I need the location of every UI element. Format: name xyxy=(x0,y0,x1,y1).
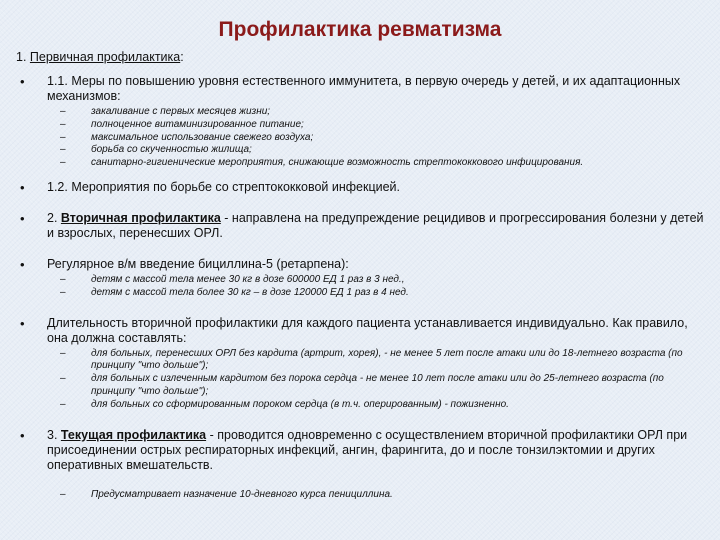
bullet-current xyxy=(16,428,708,502)
bicillin-intro: Регулярное в/м введение бициллина-5 (ретарпена): xyxy=(47,256,349,271)
strep-text: 1.2. Мероприятия по борьбе со стрептококковой инфекцией. xyxy=(47,179,401,194)
duration-list xyxy=(47,348,708,412)
duration-intro: Длительность вторичной профилактики для каждого пациента устанавливается индивидуально. Как правило, она должна составлять: xyxy=(47,315,688,345)
bullet-strep xyxy=(16,180,708,195)
bullet-secondary xyxy=(16,211,708,241)
list-item: – для больных с излеченным кардитом без порока сердца - не менее 10 лет после атаки или до 25-летнего возраста (по принципу "что дольше"); xyxy=(60,373,708,399)
current-text: - проводится одновременно с осуществлением вторичной профилактики ОРЛ при присоединении острых респираторных инфекций, ангин, фарингита, до и после тонзилэктомии и других оперативных вмешательств. xyxy=(47,427,688,472)
list-item: – для больных со сформированным пороком сердца (в т.ч. оперированным) - пожизненно. xyxy=(60,399,708,412)
secondary-number: 2. xyxy=(47,210,61,225)
list-item: – детям с массой тела более 30 кг – в дозе 120000 ЕД 1 раз в 4 нед. xyxy=(60,287,708,300)
bullet-immunity xyxy=(16,74,708,170)
bullet-bicillin xyxy=(16,257,708,300)
list-item: – максимальное использование свежего воздуха; xyxy=(60,132,708,145)
bicillin-list xyxy=(47,274,708,300)
list-item: – закаливание с первых месяцев жизни; xyxy=(60,106,708,119)
bullet-duration xyxy=(16,316,708,412)
page-title: Профилактика ревматизма xyxy=(218,18,502,41)
secondary-label: Вторичная профилактика xyxy=(60,210,221,225)
current-label: Текущая профилактика xyxy=(60,427,207,442)
list-item: – для больных, перенесших ОРЛ без кардита (артрит, хорея), - не менее 5 лет после атаки или до 18-летнего возраста (по принципу "что дольше"); xyxy=(60,348,708,374)
content-area xyxy=(16,50,708,501)
current-number: 3. xyxy=(47,427,61,442)
immunity-intro: 1.1. Меры по повышению уровня естественного иммунитета, в первую очередь у детей, и их адаптационных механизмов: xyxy=(47,74,681,103)
immunity-measures-list xyxy=(47,106,708,170)
list-item: – детям с массой тела менее 30 кг в дозе 600000 ЕД 1 раз в 3 нед., xyxy=(60,274,708,287)
heading-tail: : xyxy=(180,50,184,64)
heading-number: 1. xyxy=(16,50,30,64)
primary-prevention-heading xyxy=(16,50,708,64)
list-item: – борьба со скученностью жилища; xyxy=(60,144,708,157)
heading-label: Первичная профилактика xyxy=(29,50,181,64)
penicillin-list xyxy=(47,489,708,502)
secondary-text: - направлена на предупреждение рецидивов и прогрессирования болезни у детей и взрослых, перенесших ОРЛ. xyxy=(47,210,704,240)
list-item: – полноценное витаминизированное питание; xyxy=(60,119,708,132)
list-item: – санитарно-гигиенические мероприятия, снижающие возможность стрептококкового инфицирования. xyxy=(60,157,708,170)
list-item: – Предусматривает назначение 10-дневного курса пенициллина. xyxy=(60,489,708,502)
